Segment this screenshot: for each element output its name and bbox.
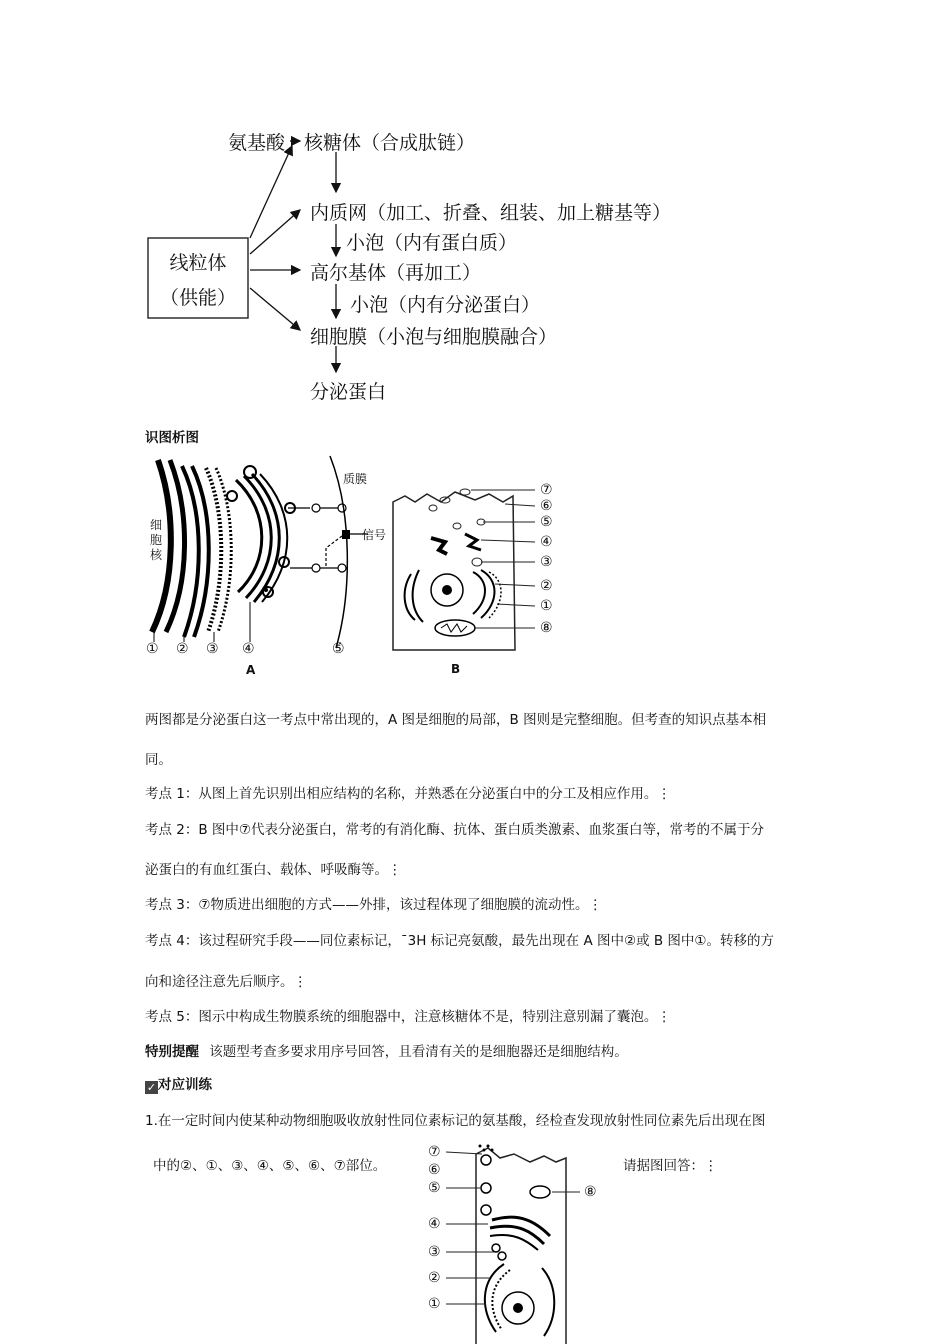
key-point-5: 考点 5：图示中构成生物膜系统的细胞器中，注意核糖体不是，特别注意别漏了囊泡。⋮ (145, 1009, 671, 1025)
key-point-2-line-2: 泌蛋白的有血红蛋白、载体、呼吸酶等。⋮ (145, 862, 402, 878)
question-fig-number-4: ④ (428, 1216, 441, 1232)
vesicle-protein-label: 小泡（内有蛋白质） (346, 232, 518, 254)
figure-a-number-3: ③ (206, 641, 219, 657)
question-fig-number-5: ⑤ (428, 1180, 441, 1196)
figure-b-whole-cell (385, 480, 585, 660)
intro-line-2: 同。 (145, 752, 172, 768)
question-fig-number-8: ⑧ (584, 1184, 597, 1200)
key-point-4-line-1: 考点 4：该过程研究手段——同位素标记，ˉ3H 标记亮氨酸，最先出现在 A 图中②或 B 图中①。转移的方 (145, 933, 775, 949)
golgi-label: 高尔基体（再加工） (310, 262, 482, 284)
figure-a-nucleus-label: 细胞核 (150, 518, 163, 562)
special-tip-text: 该题型考查多要求用序号回答，且看清有关的是细胞器还是细胞结构。 (209, 1044, 628, 1060)
question-1-line-1: 1.在一定时间内使某种动物细胞吸收放射性同位素标记的氨基酸，经检查发现放射性同位素先后出现在图 (145, 1113, 766, 1129)
figure-a-number-5: ⑤ (332, 641, 345, 657)
figure-b-number-1: ① (540, 598, 553, 614)
vesicle-secretory-label: 小泡（内有分泌蛋白） (350, 294, 541, 316)
question-1-line-2-right: 请据图回答：⋮ (623, 1158, 718, 1174)
figure-b-number-5: ⑤ (540, 514, 553, 530)
checkbox-icon: ✓ (146, 1081, 157, 1094)
key-point-4-line-2: 向和途径注意先后顺序。⋮ (145, 974, 307, 990)
question-1-line-2-left: 中的②、①、③、④、⑤、⑥、⑦部位。 (153, 1158, 387, 1174)
amino-acid-label: 氨基酸 (228, 132, 286, 154)
figure-b-number-2: ② (540, 578, 553, 594)
training-heading (145, 1075, 810, 1095)
figure-b-number-3: ③ (540, 554, 553, 570)
mitochondria-function-label: （供能） (159, 287, 236, 309)
figure-b-number-6: ⑥ (540, 498, 553, 514)
figure-a-membrane-label: 质膜 (343, 472, 368, 486)
intro-line-1: 两图都是分泌蛋白这一考点中常出现的，A 图是细胞的局部，B 图则是完整细胞。但考查的知识点基本相 (145, 712, 767, 728)
secreted-protein-label: 分泌蛋白 (310, 381, 387, 403)
question-cell-diagram (440, 1140, 620, 1344)
figure-b-number-8: ⑧ (540, 620, 553, 636)
question-fig-number-6: ⑥ (428, 1162, 441, 1178)
question-fig-number-2: ② (428, 1270, 441, 1286)
special-tip-label: 特别提醒 (145, 1044, 199, 1060)
figure-b-number-7: ⑦ (540, 482, 553, 498)
key-point-2-line-1: 考点 2：B 图中⑦代表分泌蛋白，常考的有消化酶、抗体、蛋白质类激素、血浆蛋白等，常考的不属于分 (145, 822, 765, 838)
mitochondria-label: 线粒体 (169, 252, 227, 274)
figure-a-number-1: ① (146, 641, 159, 657)
figure-a-signal-label: 信号 (362, 528, 387, 542)
special-tip (145, 1042, 810, 1062)
key-point-3: 考点 3：⑦物质进出细胞的方式——外排，该过程体现了细胞膜的流动性。⋮ (145, 897, 602, 913)
figure-a-number-4: ④ (242, 641, 255, 657)
er-label: 内质网（加工、折叠、组装、加上糖基等） (310, 202, 672, 224)
question-fig-number-7: ⑦ (428, 1144, 441, 1160)
section-title: 识图析图 (145, 430, 199, 446)
figure-b-caption: B (451, 662, 461, 676)
question-fig-number-3: ③ (428, 1244, 441, 1260)
figure-a-caption: A (246, 663, 256, 677)
figure-b-number-4: ④ (540, 534, 553, 550)
figure-a-number-2: ② (176, 641, 189, 657)
ribosome-label: 核糖体（合成肽链） (304, 132, 476, 154)
training-title: 对应训练 (158, 1077, 212, 1093)
key-point-1: 考点 1：从图上首先识别出相应结构的名称，并熟悉在分泌蛋白中的分工及相应作用。⋮ (145, 786, 671, 802)
question-fig-number-1: ① (428, 1296, 441, 1312)
cell-membrane-label: 细胞膜（小泡与细胞膜融合） (310, 326, 558, 348)
